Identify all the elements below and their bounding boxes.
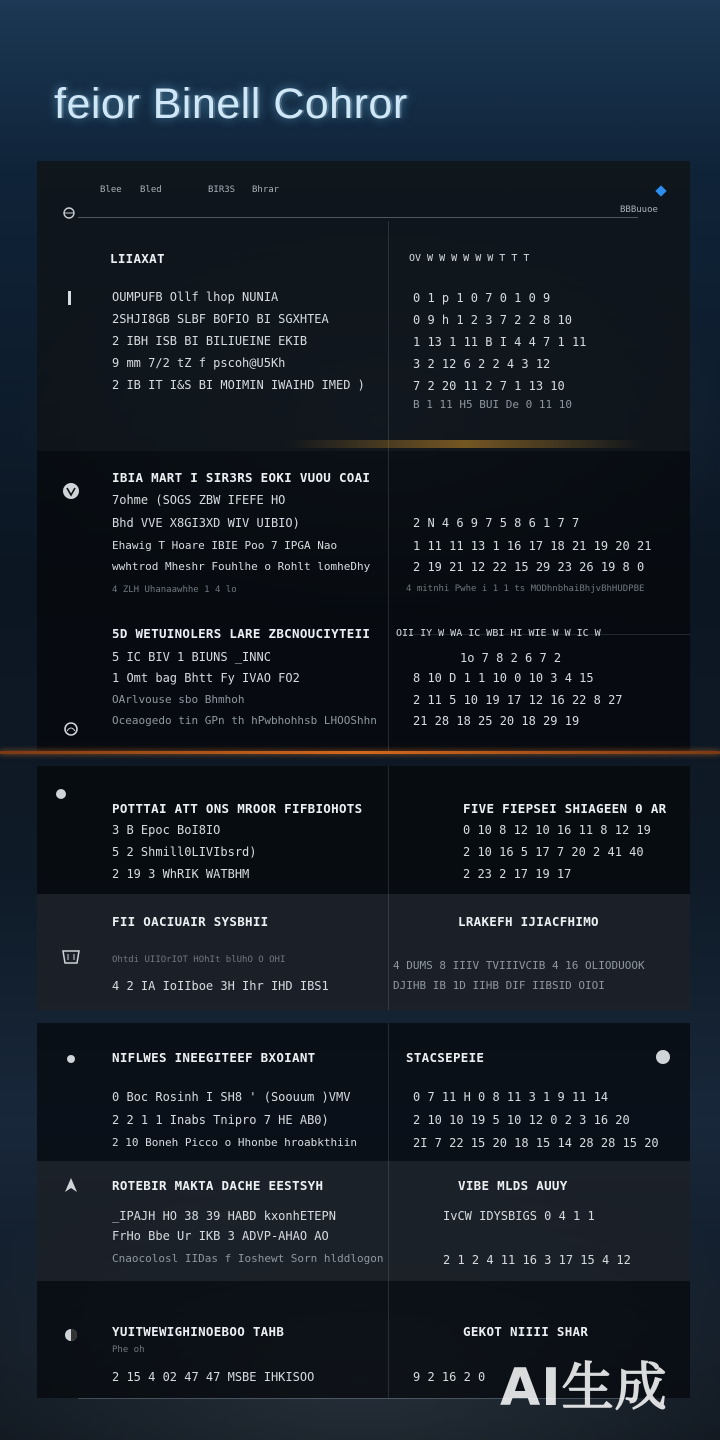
schedule-row-values: 2 19 21 12 22 15 29 23 26 19 8 0 [413,560,645,574]
schedule-row-label[interactable]: Ehawig T Hoare IBIE Poo 7 IPGA Nao [112,539,338,552]
schedule-row-values: 2 10 10 19 5 10 12 0 2 3 16 20 [413,1113,630,1127]
schedule-note: Phe oh [112,1345,145,1355]
schedule-row-values: 4 DUMS 8 IIIV TVIIIVCIB 4 16 OLIODUOOK [393,959,645,972]
schedule-row-label[interactable]: 5 IC BIV 1 BIUNS _INNC [112,650,271,664]
schedule-row-label[interactable]: OUMPUFB Ollf lhop NUNIA [112,290,279,304]
schedule-row-label[interactable]: Cnaocolosl IIDas f Ioshewt Sorn hlddlogon [112,1252,384,1265]
schedule-row-values: 2 23 2 17 19 17 [463,867,572,881]
schedule-row-values: 9 2 16 2 0 [413,1370,486,1384]
schedule-row-values: 0 1 p 1 0 7 0 1 0 9 [413,291,551,305]
schedule-row-values: 1 11 11 13 1 16 17 18 21 19 20 21 [413,539,652,553]
column-divider [388,1023,389,1398]
schedule-row-values: 8 10 D 1 1 10 0 10 3 4 15 [413,671,594,685]
ball-icon [62,720,80,738]
schedule-row-label[interactable]: 2 IBH ISB BI BILIUEINE EKIB [112,334,308,348]
section-header: NIFLWES INEEGITEEF BXOIANT [112,1050,316,1065]
column-divider [388,221,389,751]
schedule-row-label[interactable]: Bhd VVE X8GI3XD WIV UIBIO) [112,516,300,530]
schedule-row-label[interactable]: OArlvouse sbo Bhmhoh [112,693,245,706]
panel-band [37,161,690,451]
section-header: GEKOT NIIII SHAR [463,1324,589,1339]
ai-generated-watermark: AI生成 [500,1358,668,1418]
header-underline [396,634,690,635]
schedule-row-values: 0 10 8 12 10 16 11 8 12 19 [463,823,651,837]
rocket-icon [62,1176,80,1194]
section-header: STACSEPEIE [406,1050,485,1065]
section-header: LRAKEFH IJIACFHIMO [458,914,599,929]
schedule-row-label[interactable]: 7ohme (SOGS ZBW IFEFE HO [112,493,286,507]
schedule-row-label[interactable]: 2 19 3 WhRIK WATBHM [112,867,250,881]
section-divider-orange [0,751,720,754]
day-headers: OV W W W W W W T T T [409,253,530,264]
nav-divider [78,217,638,218]
dot-icon [62,1050,80,1068]
section-header: IBIA MART I SIR3RS EOKI VUOU COAI [112,470,371,485]
section-header: YUITWEWIGHINOEBOO TAHB [112,1324,285,1339]
schedule-row-label[interactable]: 9 mm 7/2 tZ f pscoh@U5Kh [112,356,286,370]
section-header: FIVE FIEPSEI SHIAGEEN 0 AR [463,801,667,816]
schedule-row-values: 2 10 16 5 17 7 20 2 41 40 [463,845,644,859]
schedule-row-values: 21 28 18 25 20 18 29 19 [413,714,580,728]
nav-item[interactable]: BIR3S [208,185,236,195]
schedule-row-values: 2 11 5 10 19 17 12 16 22 8 27 [413,693,623,707]
section-header: VIBE MLDS AUUY [458,1178,568,1193]
section-header: ROTEBIR MAKTA DACHE EESTSYH [112,1178,324,1193]
section-label: LIIAXAT [110,251,165,266]
dot-icon [52,785,70,803]
schedule-row-values: 2I 7 22 15 20 18 15 14 28 28 15 20 [413,1136,659,1150]
section-header: FII OACIUAIR SYSBHII [112,914,269,929]
column-divider [388,766,389,1010]
nav-item[interactable]: Blee [100,185,122,195]
schedule-row-values: IvCW IDYSBIGS 0 4 1 1 [443,1209,595,1223]
section-header: POTTTAI ATT ONS MROOR FIFBIOHOTS [112,801,363,816]
team-crest-icon [62,482,80,500]
dot-icon [654,1048,672,1066]
schedule-note: Ohtdi UIIOrIOT HOhIt blUhO O OHI [112,955,286,965]
page-title: feior Binell Cohror [54,80,408,128]
nav-item[interactable]: Bled [140,185,162,195]
schedule-row-label[interactable]: 4 2 IA IoIIboe 3H Ihr IHD IBS1 [112,979,329,993]
schedule-row-values: 0 9 h 1 2 3 7 2 2 8 10 [413,313,572,327]
schedule-row-label[interactable]: 3 B Epoc BoI8IO [112,823,221,837]
section-header: 5D WETUINOLERS LARE ZBCNOUCIYTEII [112,626,371,641]
schedule-row-values: B 1 11 H5 BUI De 0 11 10 [413,398,572,411]
bar-icon [62,289,76,307]
stadium-light [285,440,645,448]
team-crest-icon [62,948,80,966]
schedule-row-values: 7 2 20 11 2 7 1 13 10 [413,379,565,393]
schedule-row-label[interactable]: 2 2 1 1 Inabs Tnipro 7 HE AB0) [112,1113,329,1127]
nav-item[interactable]: Bhrar [252,185,280,195]
nav-right-label[interactable]: BBBuuoe [620,205,658,215]
schedule-row-label[interactable]: 0 Boc Rosinh I SH8 ' (Soouum )VMV [112,1090,351,1104]
schedule-row-values: 1 13 1 11 B I 4 4 7 1 11 [413,335,587,349]
location-icon[interactable] [652,182,670,200]
schedule-row-label[interactable]: 1 Omt bag Bhtt Fy IVAO FO2 [112,671,300,685]
half-dot-icon [62,1326,80,1344]
schedule-row-label[interactable]: wwhtrod Mheshr Fouhlhe o Rohlt lomheDhy [112,560,371,573]
schedule-row-label[interactable]: 2 IB IT I&S BI MOIMIN IWAIHD IMED ) [112,378,365,392]
schedule-row-label[interactable]: 2 10 Boneh Picco o Hhonbe hroabkthiin [112,1136,358,1149]
schedule-row-values: 0 7 11 H 0 8 11 3 1 9 11 14 [413,1090,609,1104]
schedule-row-label[interactable]: 2 15 4 02 47 47 MSBE IHKISOO [112,1370,315,1384]
schedule-row-label[interactable]: 2SHJI8GB SLBF BOFIO BI SGXHTEA [112,312,329,326]
schedule-note: 4 mitnhi Pwhe i 1 1 ts MODhnbhaiBhjvBhHUDPBE [406,584,645,594]
schedule-note: 4 ZLH Uhanaawhhe 1 4 lo [112,585,237,595]
schedule-row-label[interactable]: _IPAJH HO 38 39 HABD kxonhETEPN [112,1209,336,1223]
schedule-row-values: 1o 7 8 2 6 7 2 [460,651,562,665]
schedule-row-values: DJIHB IB 1D IIHB DIF IIBSID OIOI [393,979,605,992]
schedule-row-label[interactable]: FrHo Bbe Ur IKB 3 ADVP-AHAO AO [112,1229,329,1243]
schedule-row-values: 2 N 4 6 9 7 5 8 6 1 7 7 [413,516,580,530]
schedule-row-values: 3 2 12 6 2 2 4 3 12 [413,357,551,371]
schedule-row-values: 2 1 2 4 11 16 3 17 15 4 12 [443,1253,631,1267]
day-headers: OII IY W WA IC WBI HI WIE W W IC W [396,628,601,639]
schedule-row-label[interactable]: 5 2 Shmill0LIVIbsrd) [112,845,257,859]
schedule-row-label[interactable]: Oceaogedo tin GPn th hPwbhohhsb LHOOShhn [112,714,377,727]
globe-icon[interactable] [60,204,78,222]
